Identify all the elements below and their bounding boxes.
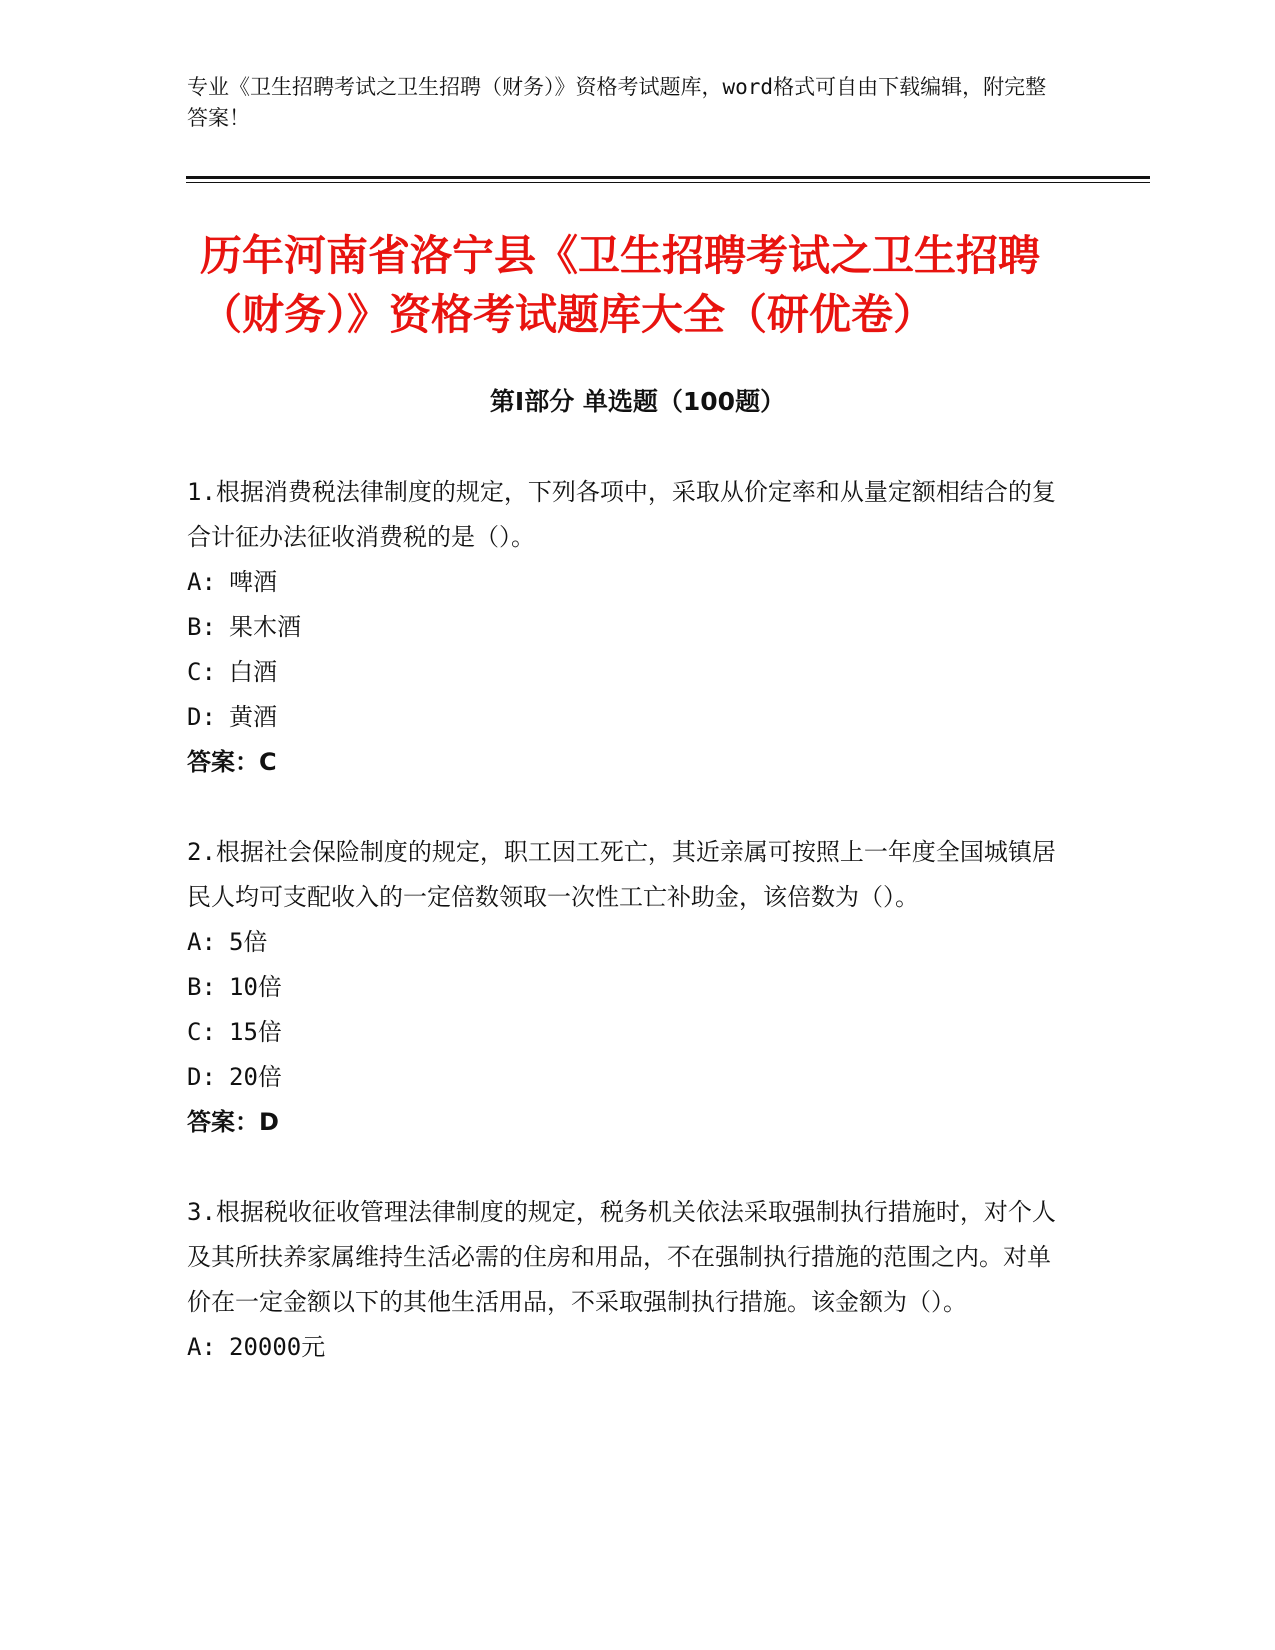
option-text: 白酒 (229, 658, 277, 686)
option-key: A: (187, 1333, 216, 1361)
question-1 (187, 470, 1067, 785)
option-d (187, 1055, 1067, 1100)
option-key: B: (187, 613, 216, 641)
option-c (187, 650, 1067, 695)
option-text: 20倍 (229, 1063, 282, 1091)
option-b (187, 965, 1067, 1010)
option-text: 10倍 (229, 973, 282, 1001)
option-a (187, 560, 1067, 605)
option-text: 20000元 (229, 1333, 326, 1361)
option-key: B: (187, 973, 216, 1001)
option-text: 果木酒 (229, 613, 301, 641)
option-key: A: (187, 568, 216, 596)
question-list (187, 470, 1067, 1415)
option-text: 15倍 (229, 1018, 282, 1046)
option-a (187, 920, 1067, 965)
option-key: D: (187, 703, 216, 731)
option-text: 5倍 (229, 928, 268, 956)
header-divider-thick (186, 176, 1150, 179)
question-stem: 1.根据消费税法律制度的规定，下列各项中，采取从价定率和从量定额相结合的复合计征办法征收消费税的是（）。 (187, 478, 1056, 551)
question-2 (187, 830, 1067, 1145)
option-a (187, 1325, 1067, 1370)
answer-line: 答案：C (187, 748, 277, 776)
document-title: 历年河南省洛宁县《卫生招聘考试之卫生招聘（财务）》资格考试题库大全（研优卷） (200, 231, 1041, 339)
question-stem: 3.根据税收征收管理法律制度的规定，税务机关依法采取强制执行措施时，对个人及其所扶养家属维持生活必需的住房和用品，不在强制执行措施的范围之内。对单价在一定金额以下的其他生活用品，不采取强制执行措施。该金额为（）。 (187, 1198, 1056, 1316)
option-text: 啤酒 (229, 568, 277, 596)
option-key: A: (187, 928, 216, 956)
option-b (187, 605, 1067, 650)
option-text: 黄酒 (229, 703, 277, 731)
option-key: C: (187, 1018, 216, 1046)
question-stem: 2.根据社会保险制度的规定，职工因工死亡，其近亲属可按照上一年度全国城镇居民人均可支配收入的一定倍数领取一次性工亡补助金，该倍数为（）。 (187, 838, 1056, 911)
section-heading: 第Ⅰ部分 单选题（100题） (489, 387, 786, 416)
header-divider-thin (186, 182, 1150, 183)
question-3 (187, 1190, 1067, 1370)
header-note: 专业《卫生招聘考试之卫生招聘（财务）》资格考试题库，word格式可自由下载编辑，附完整答案！ (187, 75, 1047, 130)
answer-line: 答案：D (187, 1108, 279, 1136)
option-key: C: (187, 658, 216, 686)
option-key: D: (187, 1063, 216, 1091)
option-d (187, 695, 1067, 740)
option-c (187, 1010, 1067, 1055)
